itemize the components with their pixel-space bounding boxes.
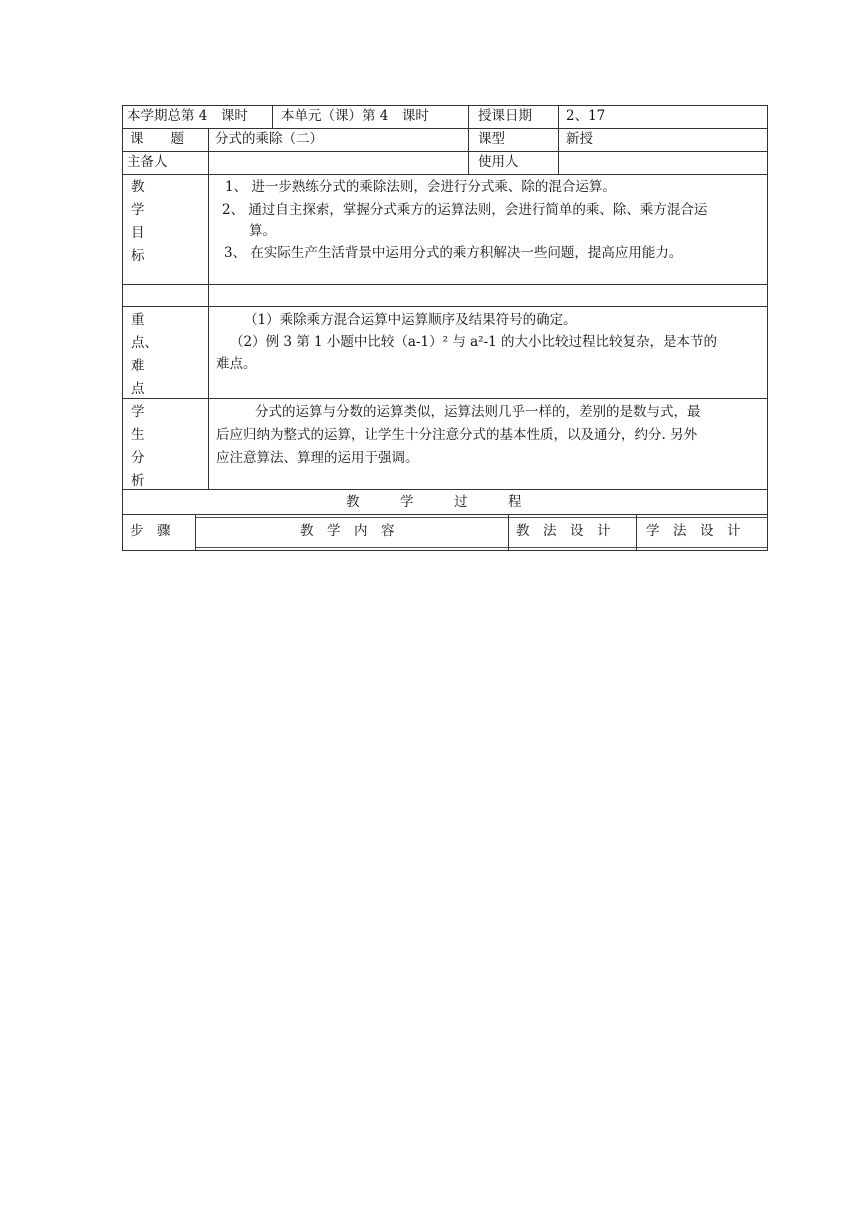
student-analysis-label-char: 学 bbox=[131, 404, 145, 420]
key-points-label-char: 重 bbox=[131, 312, 145, 328]
key-point-1: （1）乘除乘方混合运算中运算顺序及结果符号的确定。 bbox=[244, 312, 577, 328]
table-border-top bbox=[122, 105, 768, 106]
column-divider bbox=[468, 105, 469, 174]
key-point-2-cont: 难点。 bbox=[216, 356, 257, 372]
col-learning-header: 学 法 设 计 bbox=[646, 523, 741, 539]
column-divider bbox=[195, 514, 196, 550]
table-border-left bbox=[122, 105, 123, 551]
topic-label: 课 题 bbox=[130, 131, 184, 147]
table-border-bottom bbox=[122, 550, 768, 551]
key-points-label-char: 点、 bbox=[131, 335, 158, 351]
col-steps-header: 步 骤 bbox=[130, 523, 171, 539]
table-row-divider bbox=[122, 489, 768, 490]
table-row-divider bbox=[122, 174, 768, 175]
table-row-divider bbox=[122, 398, 768, 399]
user-label: 使用人 bbox=[478, 154, 519, 170]
goals-label-char: 教 bbox=[131, 179, 145, 195]
student-analysis-line-3: 应注意算法、算理的运用于强调。 bbox=[216, 450, 419, 466]
term-total-cell: 本学期总第 4 课时 bbox=[127, 108, 248, 124]
column-divider bbox=[508, 514, 509, 550]
preparer-label: 主备人 bbox=[127, 154, 168, 170]
unit-total-cell: 本单元（课）第 4 课时 bbox=[281, 108, 429, 124]
key-points-label-char: 难 bbox=[131, 358, 145, 374]
topic-value: 分式的乘除（二） bbox=[215, 131, 323, 147]
goal-item-1: 1、 进一步熟练分式的乘除法则，会进行分式乘、除的混合运算。 bbox=[225, 179, 616, 195]
column-divider bbox=[636, 514, 637, 550]
goals-label-char: 学 bbox=[131, 202, 145, 218]
lesson-type-value: 新授 bbox=[566, 131, 593, 147]
table-row-divider bbox=[122, 284, 768, 285]
column-divider bbox=[208, 128, 209, 489]
table-row-divider bbox=[122, 128, 768, 129]
col-method-header: 教 法 设 计 bbox=[516, 523, 611, 539]
table-row-divider bbox=[122, 514, 768, 515]
lesson-type-label: 课型 bbox=[478, 131, 505, 147]
key-points-label-char: 点 bbox=[131, 381, 145, 397]
key-point-2: （2）例 3 第 1 小题中比较（a-1）² 与 a²-1 的大小比较过程比较复杂，是本节的 bbox=[230, 334, 718, 350]
table-border-bottom-inner bbox=[196, 547, 768, 548]
key-points-label bbox=[131, 309, 171, 401]
column-divider bbox=[558, 105, 559, 174]
goal-item-2: 2、 通过自主探索，掌握分式乘方的运算法则，会进行简单的乘、除、乘方混合运 bbox=[222, 202, 708, 218]
table-border-right bbox=[767, 105, 768, 551]
goal-item-3: 3、 在实际生产生活背景中运用分式的乘方积解决一些问题，提高应用能力。 bbox=[224, 245, 683, 261]
goal-item-2-cont: 算。 bbox=[249, 223, 276, 239]
date-value: 2、17 bbox=[566, 108, 606, 124]
student-analysis-label-char: 析 bbox=[131, 473, 145, 489]
goals-label-char: 目 bbox=[131, 225, 145, 241]
student-analysis-label bbox=[131, 401, 171, 493]
goals-label bbox=[131, 176, 171, 268]
column-divider bbox=[272, 105, 273, 128]
goals-label-char: 标 bbox=[131, 248, 145, 264]
table-row-divider bbox=[122, 151, 768, 152]
student-analysis-label-char: 分 bbox=[131, 450, 145, 466]
date-label: 授课日期 bbox=[478, 108, 532, 124]
col-content-header: 教 学 内 容 bbox=[300, 523, 395, 539]
process-title: 教 学 过 程 bbox=[346, 494, 522, 510]
student-analysis-line-2: 后应归纳为整式的运算，让学生十分注意分式的基本性质，以及通分，约分. 另外 bbox=[216, 427, 698, 443]
student-analysis-label-char: 生 bbox=[131, 427, 145, 443]
student-analysis-line-1: 分式的运算与分数的运算类似，运算法则几乎一样的，差别的是数与式，最 bbox=[255, 404, 701, 420]
table-row-divider bbox=[196, 517, 768, 518]
table-row-divider bbox=[122, 306, 768, 307]
